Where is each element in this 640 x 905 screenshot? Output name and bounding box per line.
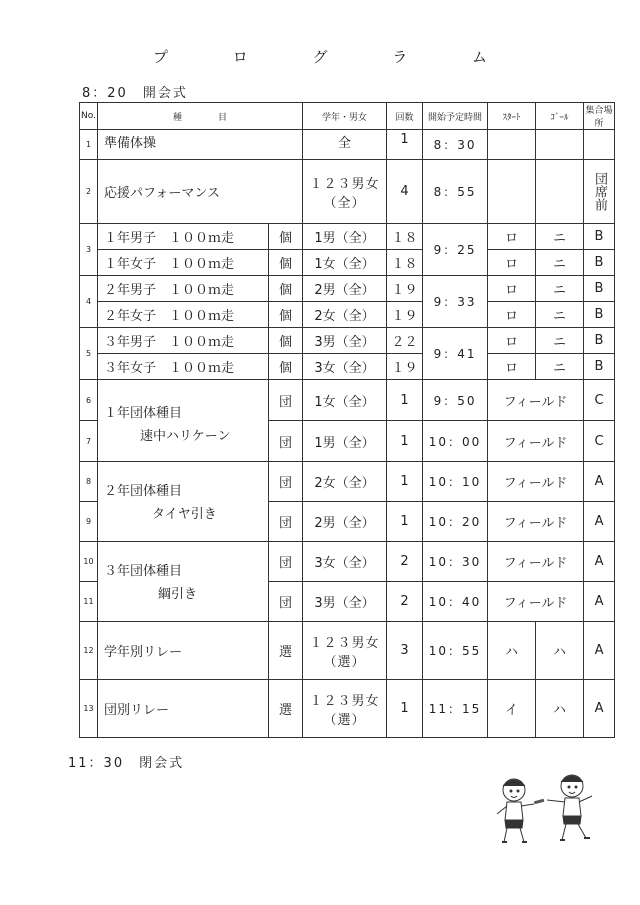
table-row (80, 250, 615, 276)
start-time: 10：40 (423, 582, 488, 622)
start: ロ (488, 224, 536, 250)
grade: 2女（全） (303, 302, 387, 328)
grade: 3男（全） (303, 328, 387, 354)
table-row (80, 622, 615, 680)
row-no: 1 (80, 130, 98, 160)
table-row (80, 328, 615, 354)
start-time: 9：33 (423, 276, 488, 328)
children-relay-illustration (492, 770, 610, 850)
header-no: No. (80, 103, 98, 130)
group-event (98, 380, 269, 462)
count: 1 (387, 502, 423, 542)
kind: 団 (269, 421, 303, 462)
start-time: 9：50 (423, 380, 488, 421)
row-no: 3 (80, 224, 98, 276)
assembly-place: B (584, 328, 615, 354)
table-row (80, 276, 615, 302)
count: １９ (387, 302, 423, 328)
kind: 個 (269, 354, 303, 380)
group-subtitle: 綱引き (158, 587, 198, 602)
start: ロ (488, 250, 536, 276)
table-row (80, 542, 615, 582)
header-count: 回数 (387, 103, 423, 130)
start: フィールド (488, 542, 584, 582)
count: １８ (387, 224, 423, 250)
row-no: 8 (80, 462, 98, 502)
assembly-place: B (584, 302, 615, 328)
grade: 1女（全） (303, 250, 387, 276)
kind: 個 (269, 328, 303, 354)
header-event: 種 目 (98, 103, 303, 130)
grade: 1女（全） (303, 380, 387, 421)
event-name: ２年男子 １００ｍ走 (98, 276, 269, 302)
start-time: 10：10 (423, 462, 488, 502)
opening-ceremony: 8：20 開会式 (82, 86, 188, 101)
count: 4 (387, 160, 423, 224)
start: ロ (488, 328, 536, 354)
table-row (80, 130, 615, 160)
group-title: １年団体種目 (104, 406, 183, 421)
baton-icon (534, 799, 544, 804)
event-name: ３年男子 １００ｍ走 (98, 328, 269, 354)
grade: 3男（全） (303, 582, 387, 622)
row-no: 13 (80, 680, 98, 738)
assembly-place: 団席前 (584, 160, 615, 224)
assembly-place: A (584, 462, 615, 502)
kind: 個 (269, 302, 303, 328)
start-time: 11：15 (423, 680, 488, 738)
assembly-place: B (584, 276, 615, 302)
start: ロ (488, 354, 536, 380)
start-time: 9：41 (423, 328, 488, 380)
group-subtitle: タイヤ引き (152, 507, 217, 522)
event-name: 準備体操 (98, 130, 303, 160)
assembly-place: B (584, 354, 615, 380)
grade: １２３男女 （選） (303, 622, 387, 680)
header-time: 開始予定時間 (423, 103, 488, 130)
goal: ハ (536, 680, 584, 738)
start-time: 9：25 (423, 224, 488, 276)
table-row (80, 354, 615, 380)
table-row (80, 224, 615, 250)
start: フィールド (488, 582, 584, 622)
table-row (80, 160, 615, 224)
row-no: 2 (80, 160, 98, 224)
grade: 3女（全） (303, 354, 387, 380)
grade: 3女（全） (303, 542, 387, 582)
goal: ニ (536, 276, 584, 302)
count: １９ (387, 276, 423, 302)
child-left-icon (497, 779, 534, 842)
assembly-place: A (584, 502, 615, 542)
group-title: ２年団体種目 (104, 484, 183, 499)
goal: ニ (536, 250, 584, 276)
row-no: 6 (80, 380, 98, 421)
kind: 団 (269, 380, 303, 421)
start-time: 10：00 (423, 421, 488, 462)
row-no: 10 (80, 542, 98, 582)
count: 1 (387, 380, 423, 421)
start: ロ (488, 302, 536, 328)
kind: 団 (269, 502, 303, 542)
count: 1 (387, 462, 423, 502)
grade: 2男（全） (303, 502, 387, 542)
kind: 選 (269, 680, 303, 738)
start-time: 10：20 (423, 502, 488, 542)
kind: 団 (269, 542, 303, 582)
group-event (98, 462, 269, 542)
header-row (80, 103, 615, 130)
start-time: 10：55 (423, 622, 488, 680)
start-time: 8：30 (423, 130, 488, 160)
header-assembly: 集合場所 (584, 103, 615, 130)
page-title: プ ロ グ ラ ム (152, 48, 518, 66)
assembly-place: C (584, 380, 615, 421)
count: ２２ (387, 328, 423, 354)
assembly-place: A (584, 680, 615, 738)
assembly-place: C (584, 421, 615, 462)
goal: ハ (536, 622, 584, 680)
count: 1 (387, 421, 423, 462)
kind: 個 (269, 250, 303, 276)
start-time: 10：30 (423, 542, 488, 582)
row-no: 9 (80, 502, 98, 542)
row-no: 5 (80, 328, 98, 380)
start-time: 8：55 (423, 160, 488, 224)
kind: 選 (269, 622, 303, 680)
event-name: １年男子 １００ｍ走 (98, 224, 269, 250)
start: フィールド (488, 502, 584, 542)
count: 2 (387, 542, 423, 582)
kind: 団 (269, 582, 303, 622)
kind: 個 (269, 224, 303, 250)
grade: 2女（全） (303, 462, 387, 502)
assembly-place: B (584, 224, 615, 250)
grade: 2男（全） (303, 276, 387, 302)
row-no: 12 (80, 622, 98, 680)
grade: 1男（全） (303, 224, 387, 250)
table-row (80, 462, 615, 502)
event-name: ３年女子 １００ｍ走 (98, 354, 269, 380)
grade: １２３男女 （選） (303, 680, 387, 738)
count: １８ (387, 250, 423, 276)
goal: ニ (536, 354, 584, 380)
assembly-place: A (584, 542, 615, 582)
count: 1 (387, 130, 423, 160)
grade: 1男（全） (303, 421, 387, 462)
goal: ニ (536, 302, 584, 328)
row-no: 11 (80, 582, 98, 622)
kind: 個 (269, 276, 303, 302)
event-name: 応援パフォーマンス (98, 160, 303, 224)
start: フィールド (488, 462, 584, 502)
program-table (79, 102, 615, 738)
group-event (98, 542, 269, 622)
child-right-icon (547, 775, 592, 840)
assembly-place: A (584, 622, 615, 680)
start: ロ (488, 276, 536, 302)
group-title: ３年団体種目 (104, 564, 183, 579)
table-row (80, 302, 615, 328)
event-name: １年女子 １００ｍ走 (98, 250, 269, 276)
event-name: 学年別リレー (98, 622, 269, 680)
header-goal: ｺﾞｰﾙ (536, 103, 584, 130)
start: フィールド (488, 421, 584, 462)
goal: ニ (536, 328, 584, 354)
table-row (80, 380, 615, 421)
kind: 団 (269, 462, 303, 502)
row-no: 7 (80, 421, 98, 462)
closing-ceremony: 11：30 閉会式 (68, 756, 185, 771)
count: 1 (387, 680, 423, 738)
header-grade: 学年・男女 (303, 103, 387, 130)
count: １９ (387, 354, 423, 380)
event-name: ２年女子 １００ｍ走 (98, 302, 269, 328)
row-no: 4 (80, 276, 98, 328)
count: 3 (387, 622, 423, 680)
grade: １２３男女 （全） (303, 160, 387, 224)
start: フィールド (488, 380, 584, 421)
event-name: 団別リレー (98, 680, 269, 738)
group-subtitle: 速中ハリケーン (140, 429, 231, 444)
header-start: ｽﾀｰﾄ (488, 103, 536, 130)
assembly-place: A (584, 582, 615, 622)
count: 2 (387, 582, 423, 622)
goal: ニ (536, 224, 584, 250)
start: イ (488, 680, 536, 738)
table-row (80, 680, 615, 738)
grade: 全 (303, 130, 387, 160)
assembly-place: B (584, 250, 615, 276)
start: ハ (488, 622, 536, 680)
